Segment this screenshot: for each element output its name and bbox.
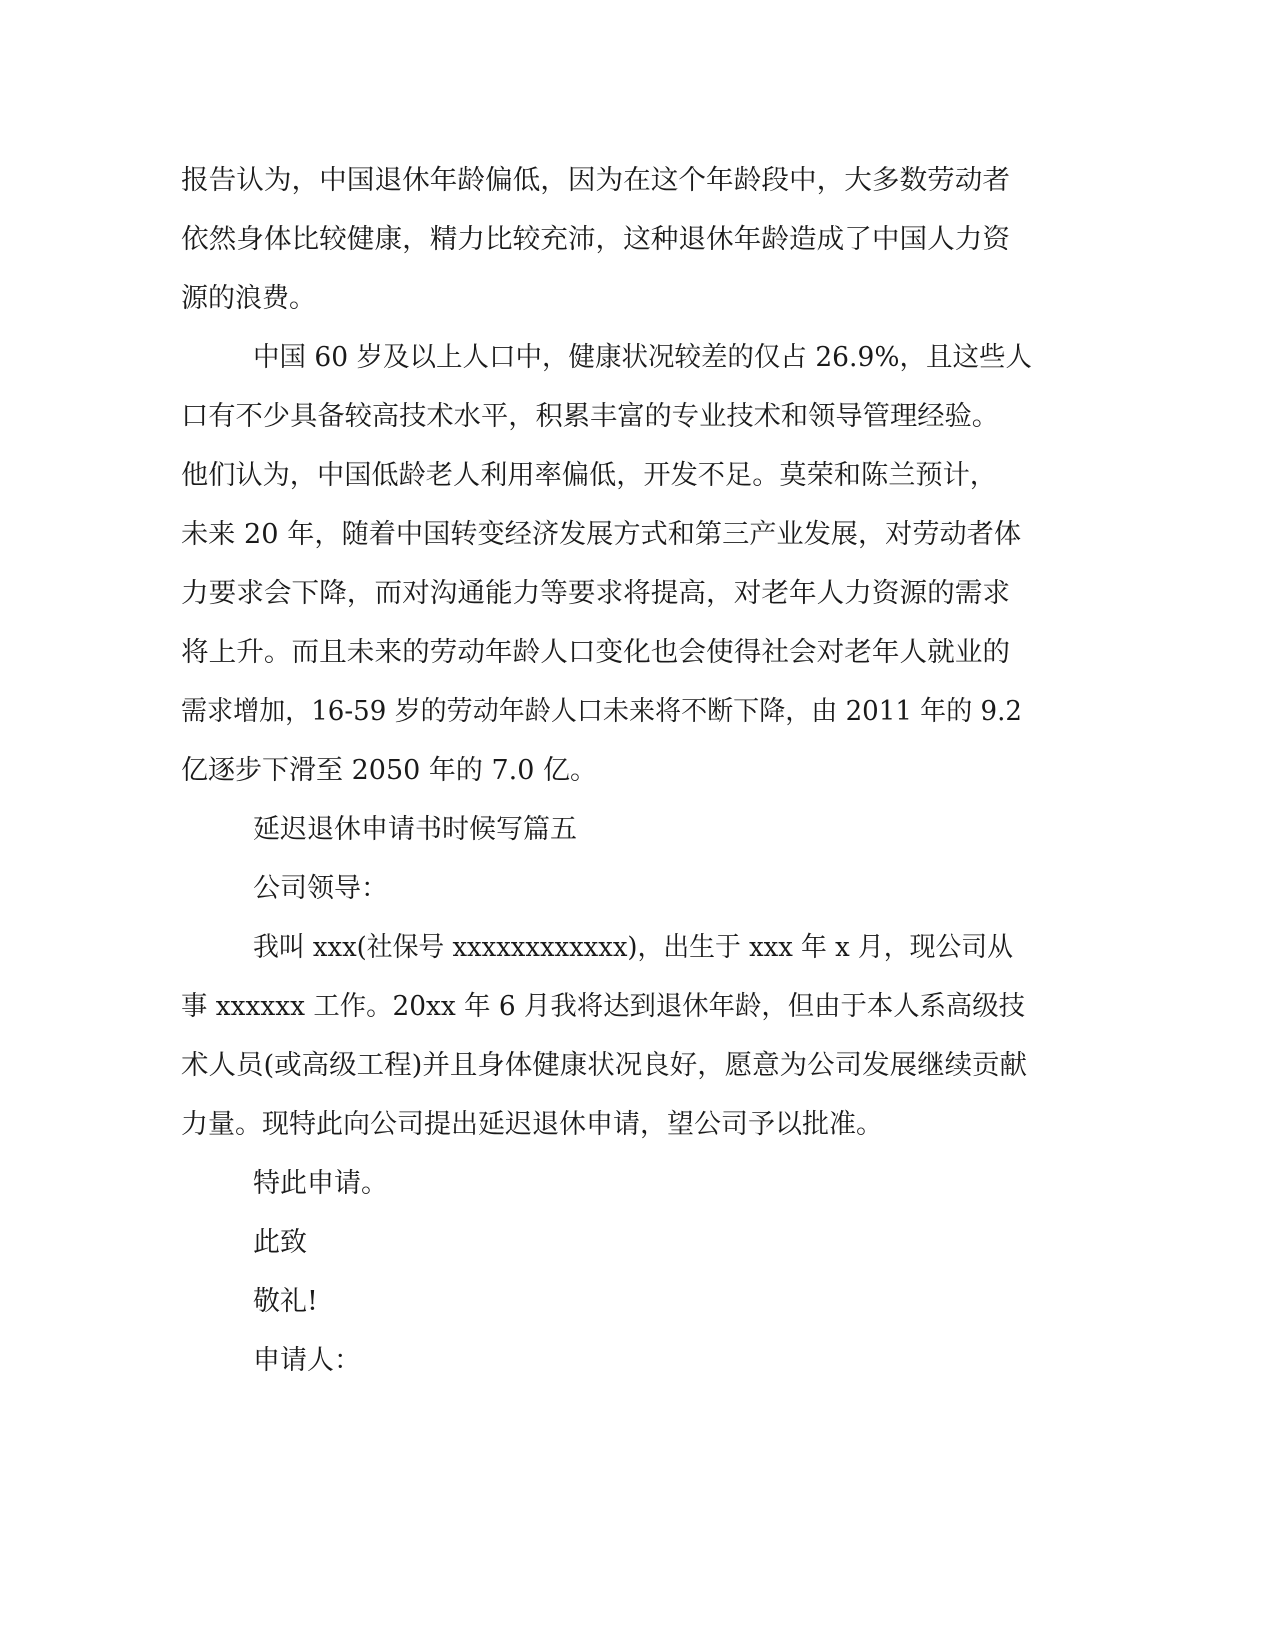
line-text: 事 xxxxxx 工作。20xx 年 6 月我将达到退休年龄，但由于本人系高级技 (181, 991, 1026, 1022)
line-text: 依然身体比较健康，精力比较充沛，这种退休年龄造成了中国人力资 (181, 224, 1011, 255)
line-text: 需求增加，16-59 岁的劳动年龄人口未来将不断下降，由 2011 年的 9.2 (181, 696, 1022, 727)
paragraph-line (0, 275, 1275, 323)
line-text: 延迟退休申请书时候写篇五 (253, 814, 577, 845)
line-text: 特此申请。 (253, 1168, 388, 1199)
paragraph-line (0, 570, 1275, 618)
paragraph-line (0, 924, 1275, 972)
paragraph-line (0, 157, 1275, 205)
line-text: 术人员(或高级工程)并且身体健康状况良好，愿意为公司发展继续贡献 (181, 1050, 1028, 1081)
line-text: 力要求会下降，而对沟通能力等要求将提高，对老年人力资源的需求 (181, 578, 1011, 609)
line-text: 公司领导： (253, 873, 388, 904)
line-text: 亿逐步下滑至 2050 年的 7.0 亿。 (181, 755, 597, 786)
line-text: 力量。现特此向公司提出延迟退休申请，望公司予以批准。 (181, 1109, 883, 1140)
signature-label (0, 1337, 1275, 1385)
paragraph-line (0, 688, 1275, 736)
paragraph-line (0, 629, 1275, 677)
line-text: 我叫 xxx(社保号 xxxxxxxxxxxx)，出生于 xxx 年 x 月，现公司从 (253, 932, 1013, 963)
paragraph-line (0, 216, 1275, 264)
line-text: 未来 20 年，随着中国转变经济发展方式和第三产业发展，对劳动者体 (181, 519, 1022, 550)
line-text: 他们认为，中国低龄老人利用率偏低，开发不足。莫荣和陈兰预计， (181, 460, 997, 491)
closing-regards (0, 1278, 1275, 1326)
paragraph-line (0, 1101, 1275, 1149)
line-text: 申请人： (253, 1345, 361, 1376)
line-text: 将上升。而且未来的劳动年龄人口变化也会使得社会对老年人就业的 (181, 637, 1011, 668)
line-text: 报告认为，中国退休年龄偏低，因为在这个年龄段中，大多数劳动者 (181, 165, 1011, 196)
closing-statement (0, 1160, 1275, 1208)
line-text: 口有不少具备较高技术水平，积累丰富的专业技术和领导管理经验。 (181, 401, 1000, 432)
paragraph-line (0, 393, 1275, 441)
line-text: 此致 (253, 1227, 307, 1258)
line-text: 中国 60 岁及以上人口中，健康状况较差的仅占 26.9%，且这些人 (253, 342, 1032, 373)
salutation (0, 865, 1275, 913)
paragraph-line (0, 511, 1275, 559)
line-text: 源的浪费。 (181, 283, 316, 314)
paragraph-line (0, 452, 1275, 500)
paragraph-line (0, 1042, 1275, 1090)
closing-phrase (0, 1219, 1275, 1267)
line-text: 敬礼! (253, 1286, 318, 1317)
paragraph-line (0, 334, 1275, 382)
paragraph-line (0, 747, 1275, 795)
paragraph-line (0, 983, 1275, 1031)
section-heading (0, 806, 1275, 854)
